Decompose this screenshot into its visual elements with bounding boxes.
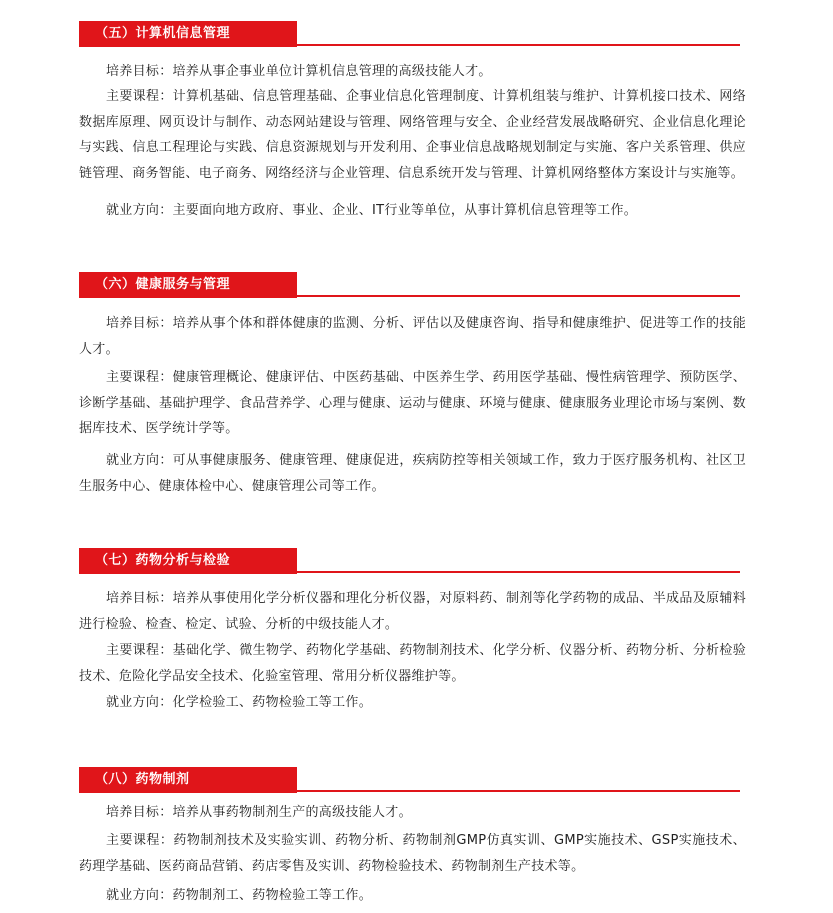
section-drug-analysis [0, 548, 833, 710]
section-computer-info-mgmt [0, 21, 833, 218]
training-goal: 培养目标：培养从事药物制剂生产的高级技能人才。 [106, 805, 412, 820]
training-goal: 培养目标：培养从事个体和群体健康的监测、分析、评估以及健康咨询、指导和健康维护、促进等工作的技能人才。 [79, 316, 746, 357]
employment-direction: 就业方向：可从事健康服务、健康管理、健康促进，疾病防控等相关领域工作，致力于医疗服务机构、社区卫生服务中心、健康体检中心、健康管理公司等工作。 [79, 453, 746, 494]
section-pharmaceutical-prep [0, 767, 833, 903]
section-title: （五）计算机信息管理 [79, 21, 297, 47]
section-title: （六）健康服务与管理 [79, 272, 297, 298]
training-goal: 培养目标：培养从事企事业单位计算机信息管理的高级技能人才。 [106, 64, 492, 79]
section-header [0, 272, 833, 298]
employment-direction: 就业方向：主要面向地方政府、事业、企业、IT行业等单位，从事计算机信息管理等工作。 [106, 203, 638, 218]
training-goal: 培养目标：培养从事使用化学分析仪器和理化分析仪器，对原料药、制剂等化学药物的成品、半成品及原辅料进行检验、检查、检定、试验、分析的中级技能人才。 [79, 591, 746, 632]
main-courses: 主要课程：药物制剂技术及实验实训、药物分析、药物制剂GMP仿真实训、GMP实施技术、GSP实施技术、药理学基础、医药商品营销、药店零售及实训、药物检验技术、药物制剂生产技术等。 [79, 833, 746, 874]
employment-direction: 就业方向：药物制剂工、药物检验工等工作。 [106, 888, 373, 903]
main-courses: 主要课程：基础化学、微生物学、药物化学基础、药物制剂技术、化学分析、仪器分析、药物分析、分析检验技术、危险化学品安全技术、化验室管理、常用分析仪器维护等。 [79, 643, 746, 684]
main-courses: 主要课程：计算机基础、信息管理基础、企事业信息化管理制度、计算机组装与维护、计算机接口技术、网络数据库原理、网页设计与制作、动态网站建设与管理、网络管理与安全、企业经营发展战略研究、企业信息化理论与实践、信息工程理论与实践、信息资源规划与开发利用、企事业信息战略规划制定与实施、客户关系管理、供应链管理、商务智能、电子商务、网络经济与企业管理、信息系统开发与管理、计算机网络整体方案设计与实施等。 [79, 89, 746, 181]
section-header [0, 548, 833, 574]
main-courses: 主要课程：健康管理概论、健康评估、中医药基础、中医养生学、药用医学基础、慢性病管理学、预防医学、诊断学基础、基础护理学、食品营养学、心理与健康、运动与健康、环境与健康、健康服务业理论市场与案例、数据库技术、医学统计学等。 [79, 370, 746, 436]
section-title: （七）药物分析与检验 [79, 548, 297, 574]
section-health-service-mgmt [0, 272, 833, 494]
section-title: （八）药物制剂 [79, 767, 297, 793]
section-header [0, 21, 833, 47]
employment-direction: 就业方向：化学检验工、药物检验工等工作。 [106, 695, 373, 710]
section-header [0, 767, 833, 793]
